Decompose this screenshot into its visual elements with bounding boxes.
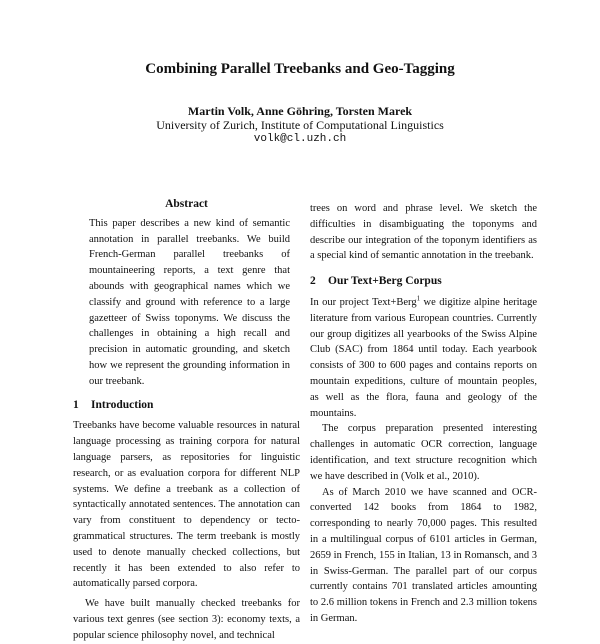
corpus-paragraph-1-end: we digitize alpine heritage literature from various European countries. Currently our group digitizes all yearbooks of the Swiss Alpine Club (SAC) from 1864 until today. Each yearbook consists of 300 to 600 pages and contains reports on mountain expeditions, culture of mountain peoples, as well as the flora, fauna and geology of the mountains. — [310, 296, 538, 419]
section-title: Our Text+Berg Corpus — [328, 275, 442, 288]
abstract-heading: Abstract — [165, 198, 208, 210]
section-heading-introduction — [73, 398, 300, 414]
left-column — [73, 197, 300, 644]
abstract-text: This paper describes a new kind of semantic annotation in parallel treebanks. We build French-German parallel treebanks of mountaineering reports, a text genre that abounds with geographical names which we classify and ground with reference to a large gazetteer of Swiss toponyms. We discuss the challenges in obtaining a high recall and precision in automatic grounding, and sketch how we represent the grounding information in our treebank. — [89, 217, 290, 387]
paper-title: Combining Parallel Treebanks and Geo-Tagging — [145, 61, 455, 77]
corpus-paragraph-1 — [310, 295, 537, 421]
introduction-paragraph-1: Treebanks have become valuable resources in natural language processing as training corpora for natural language parsers, as repositories for linguistic research, or as evaluation corpora for different NLP systems. We define a treebank as a collection of syntactically annotated sentences. The annotation can vary from constituent to dependency or tecto-grammatical structures. The term treebank is mostly used to denote manually checked collections, but recently it has been extended to also refer to automatically parsed corpora. — [73, 420, 300, 590]
footnote-marker: 1 — [416, 294, 421, 303]
corpus-paragraph-2: The corpus preparation presented interesting challenges in automatic OCR correction, language identification, and text structure recognition which we have described in (Volk et al., 2010). — [310, 423, 537, 482]
section-heading-corpus — [310, 274, 537, 290]
corpus-paragraph-1-start: In our project Text+Berg — [310, 296, 417, 308]
section-title: Introduction — [91, 398, 154, 411]
right-column — [310, 201, 537, 627]
author-list: Martin Volk, Anne Göhring, Torsten Marek — [187, 104, 413, 118]
introduction-paragraph-2-continued: trees on word and phrase level. We sketch the difficulties in disambiguating the toponyms and describe our integration of the toponym identifiers as a special kind of semantic annotation in the treebank. — [310, 203, 537, 262]
introduction-paragraph-2: We have built manually checked treebanks for various text genres (see section 3): economy texts, a popular science philosophy novel, and technical — [73, 598, 300, 641]
affiliation: University of Zurich, Institute of Computational Linguistics — [156, 118, 444, 132]
corpus-paragraph-3: As of March 2010 we have scanned and OCR-converted 142 books from 1864 to 1982, corresponding to nearly 70,000 pages. This resulted in a multilingual corpus of 6101 articles in German, 2659 in French, 155 in Italian, 13 in Romansch, and 3 in Swiss-German. The parallel part of our corpus currently contains 701 translated articles amounting to 2.6 million tokens in French and 2.3 million tokens in German. — [310, 486, 537, 624]
section-number: 1 — [73, 398, 79, 411]
author-email: volk@cl.uzh.ch — [253, 133, 347, 145]
section-number: 2 — [310, 275, 316, 288]
